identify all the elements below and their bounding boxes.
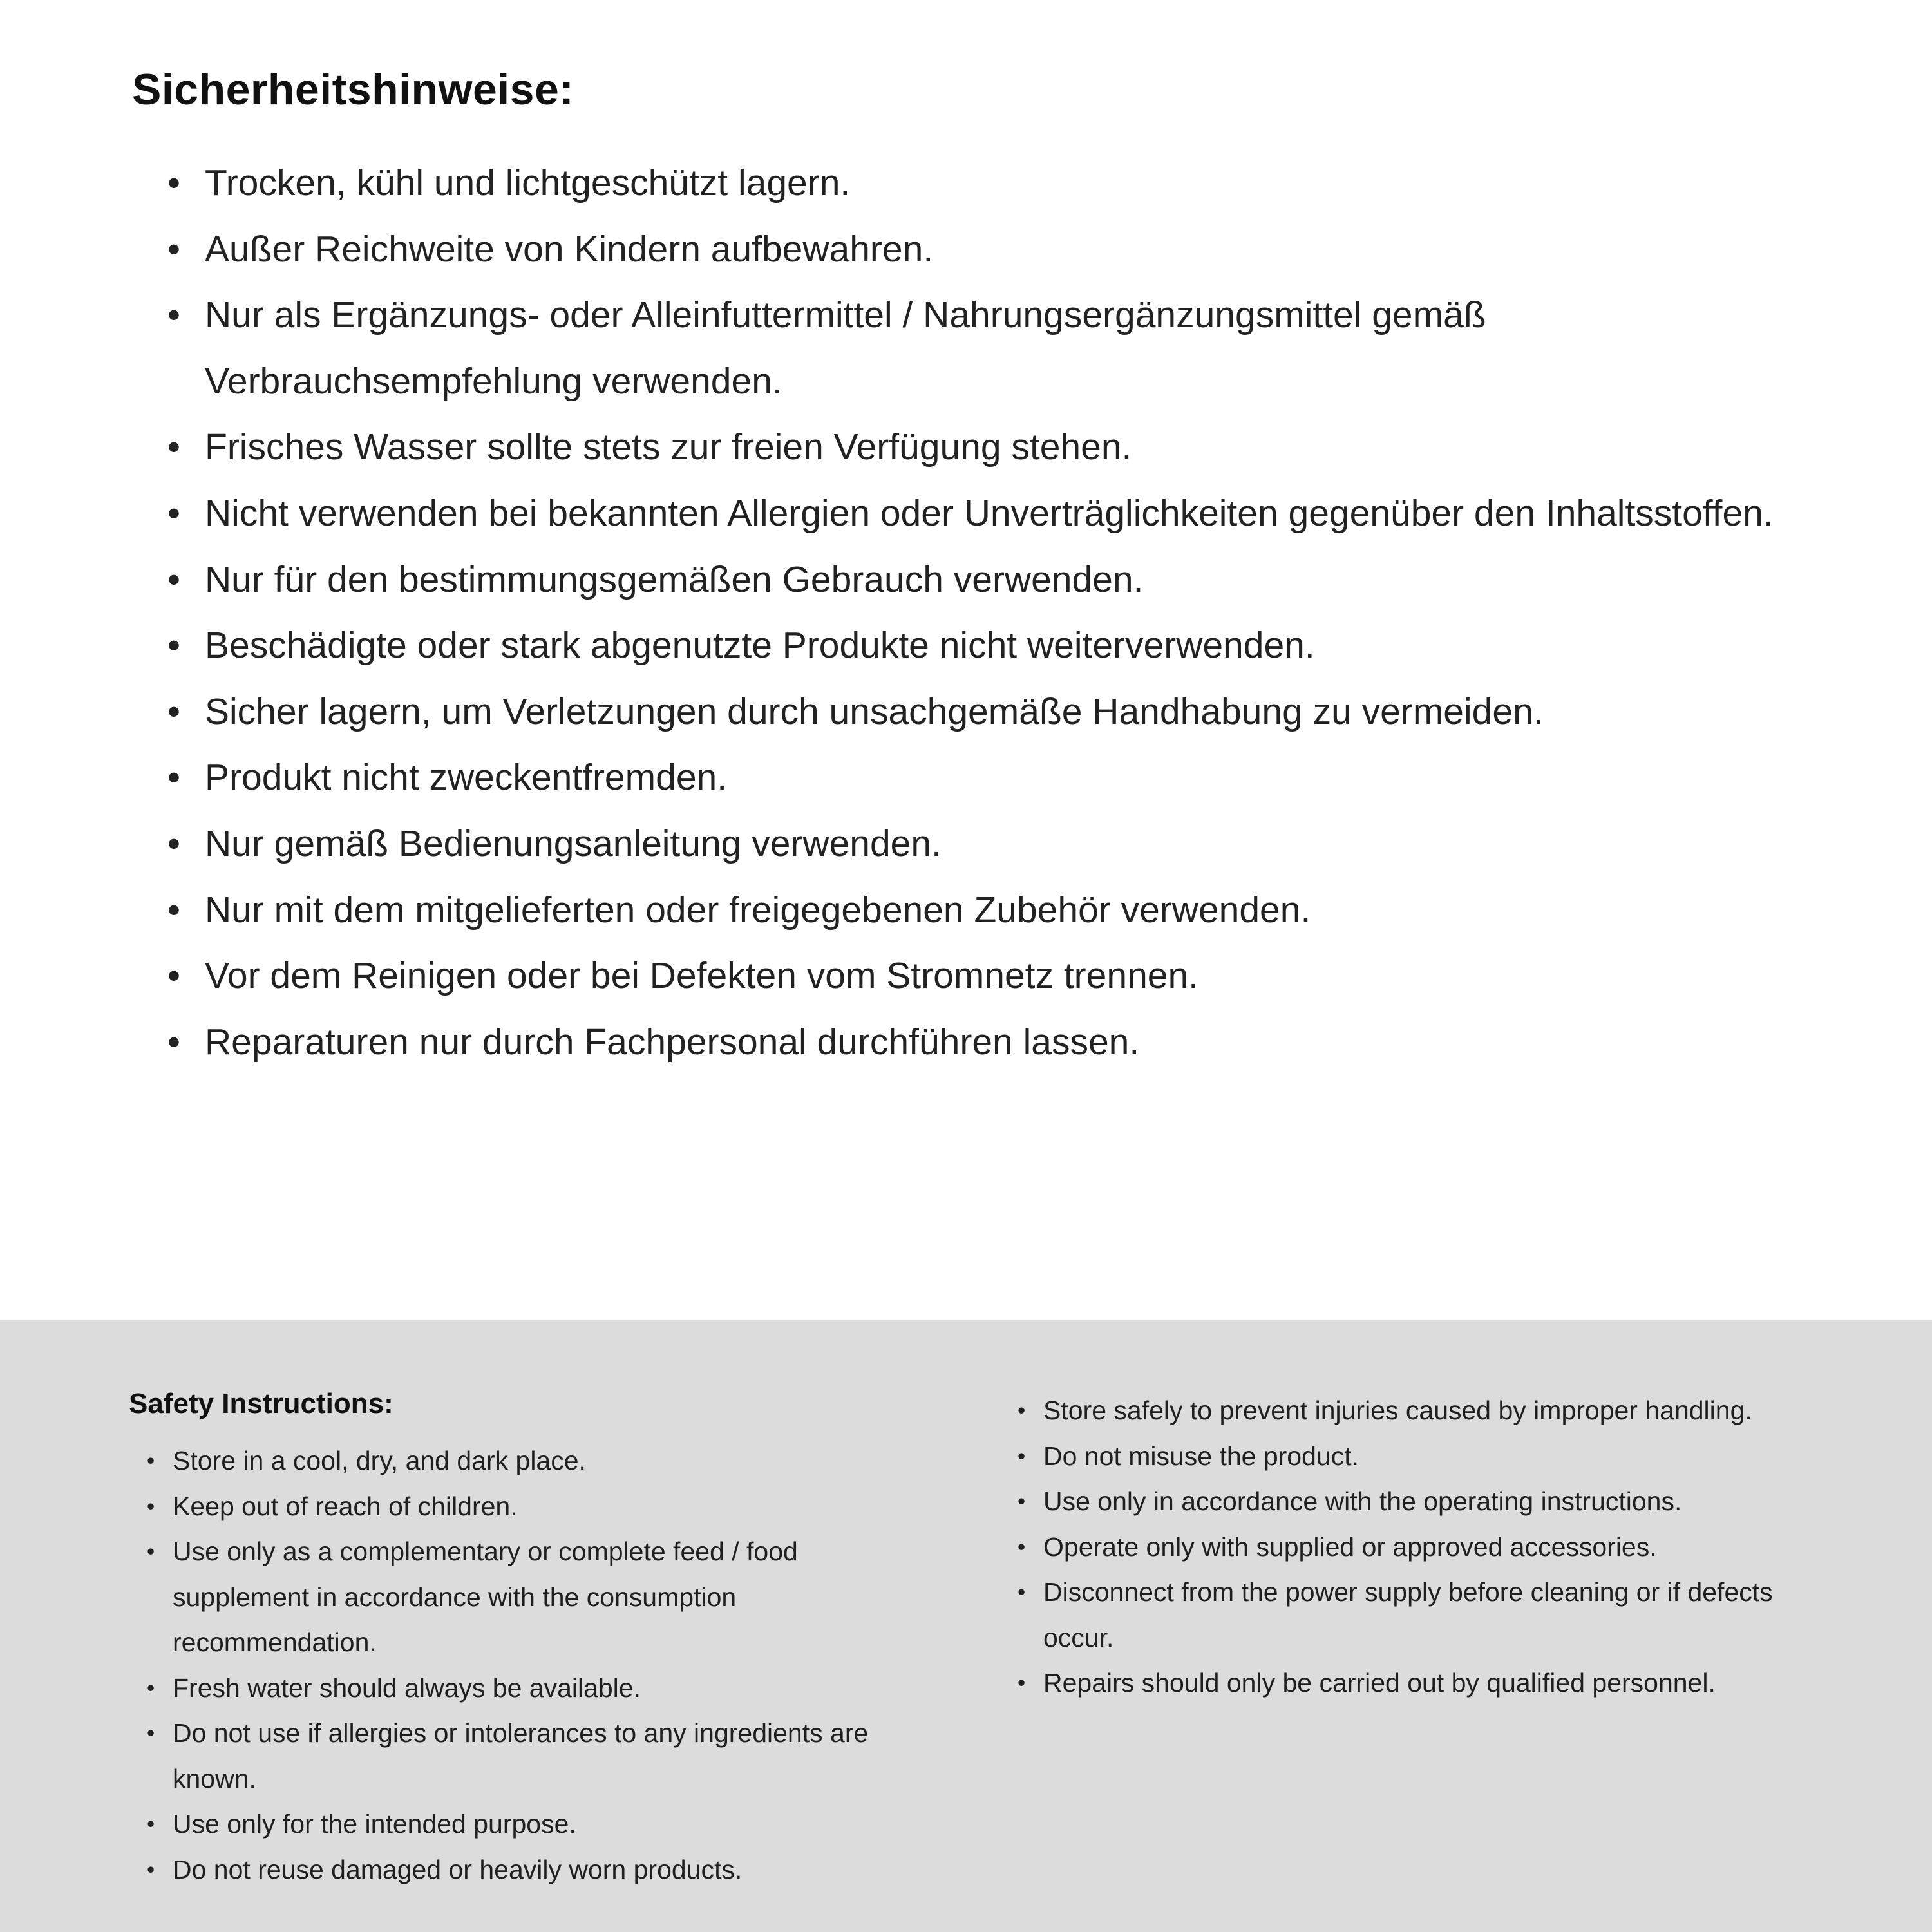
english-list-item: • Use only for the intended purpose. [147,1801,940,1847]
english-safety-list-left [129,1438,940,1892]
english-list-item: • Keep out of reach of children. [147,1484,940,1530]
german-list-item: • Frisches Wasser sollte stets zur freien Verfügung stehen. [167,414,1829,480]
english-list-item: • Store safely to prevent injuries caused by improper handling. [1018,1388,1829,1434]
english-right-column [1018,1388,1829,1932]
english-list-item: • Do not reuse damaged or heavily worn products. [147,1847,940,1893]
german-list-item: • Nur als Ergänzungs- oder Alleinfuttermittel / Nahrungsergänzungsmittel gemäß Verbrauchsempfehlung verwenden. [167,282,1829,414]
english-list-item: • Repairs should only be carried out by qualified personnel. [1018,1660,1829,1706]
german-section-title: Sicherheitshinweise: [132,65,574,114]
german-list-item: • Produkt nicht zweckentfremden. [167,744,1829,811]
english-list-item: • Fresh water should always be available. [147,1665,940,1711]
english-list-item: • Use only as a complementary or complete feed / food supplement in accordance with the consumption recommendation. [147,1529,940,1665]
german-list-item: • Außer Reichweite von Kindern aufbewahren. [167,216,1829,283]
german-safety-list [132,150,1829,1075]
german-list-item: • Beschädigte oder stark abgenutzte Produkte nicht weiterverwenden. [167,612,1829,679]
german-list-item: • Reparaturen nur durch Fachpersonal durchführen lassen. [167,1009,1829,1075]
english-list-item: • Operate only with supplied or approved accessories. [1018,1524,1829,1570]
english-list-item: • Do not misuse the product. [1018,1434,1829,1479]
german-list-item: • Nur gemäß Bedienungsanleitung verwenden. [167,811,1829,877]
english-safety-section [0,1320,1932,1932]
english-safety-list-right [1018,1388,1829,1706]
english-list-item: • Do not use if allergies or intolerances to any ingredients are known. [147,1710,940,1801]
english-list-item: • Disconnect from the power supply before cleaning or if defects occur. [1018,1569,1829,1660]
english-left-column [129,1388,940,1932]
german-list-item: • Nur mit dem mitgelieferten oder freigegebenen Zubehör verwenden. [167,877,1829,943]
german-list-item: • Sicher lagern, um Verletzungen durch unsachgemäße Handhabung zu vermeiden. [167,679,1829,745]
english-list-item: • Use only in accordance with the operating instructions. [1018,1479,1829,1524]
german-list-item: • Trocken, kühl und lichtgeschützt lagern. [167,150,1829,216]
german-list-item: • Nicht verwenden bei bekannten Allergien oder Unverträglichkeiten gegenüber den Inhaltsstoffen. [167,480,1829,547]
german-list-item: • Vor dem Reinigen oder bei Defekten vom Stromnetz trennen. [167,943,1829,1009]
english-section-title: Safety Instructions: [129,1388,393,1419]
english-list-item: • Store in a cool, dry, and dark place. [147,1438,940,1484]
german-list-item: • Nur für den bestimmungsgemäßen Gebrauch verwenden. [167,547,1829,613]
